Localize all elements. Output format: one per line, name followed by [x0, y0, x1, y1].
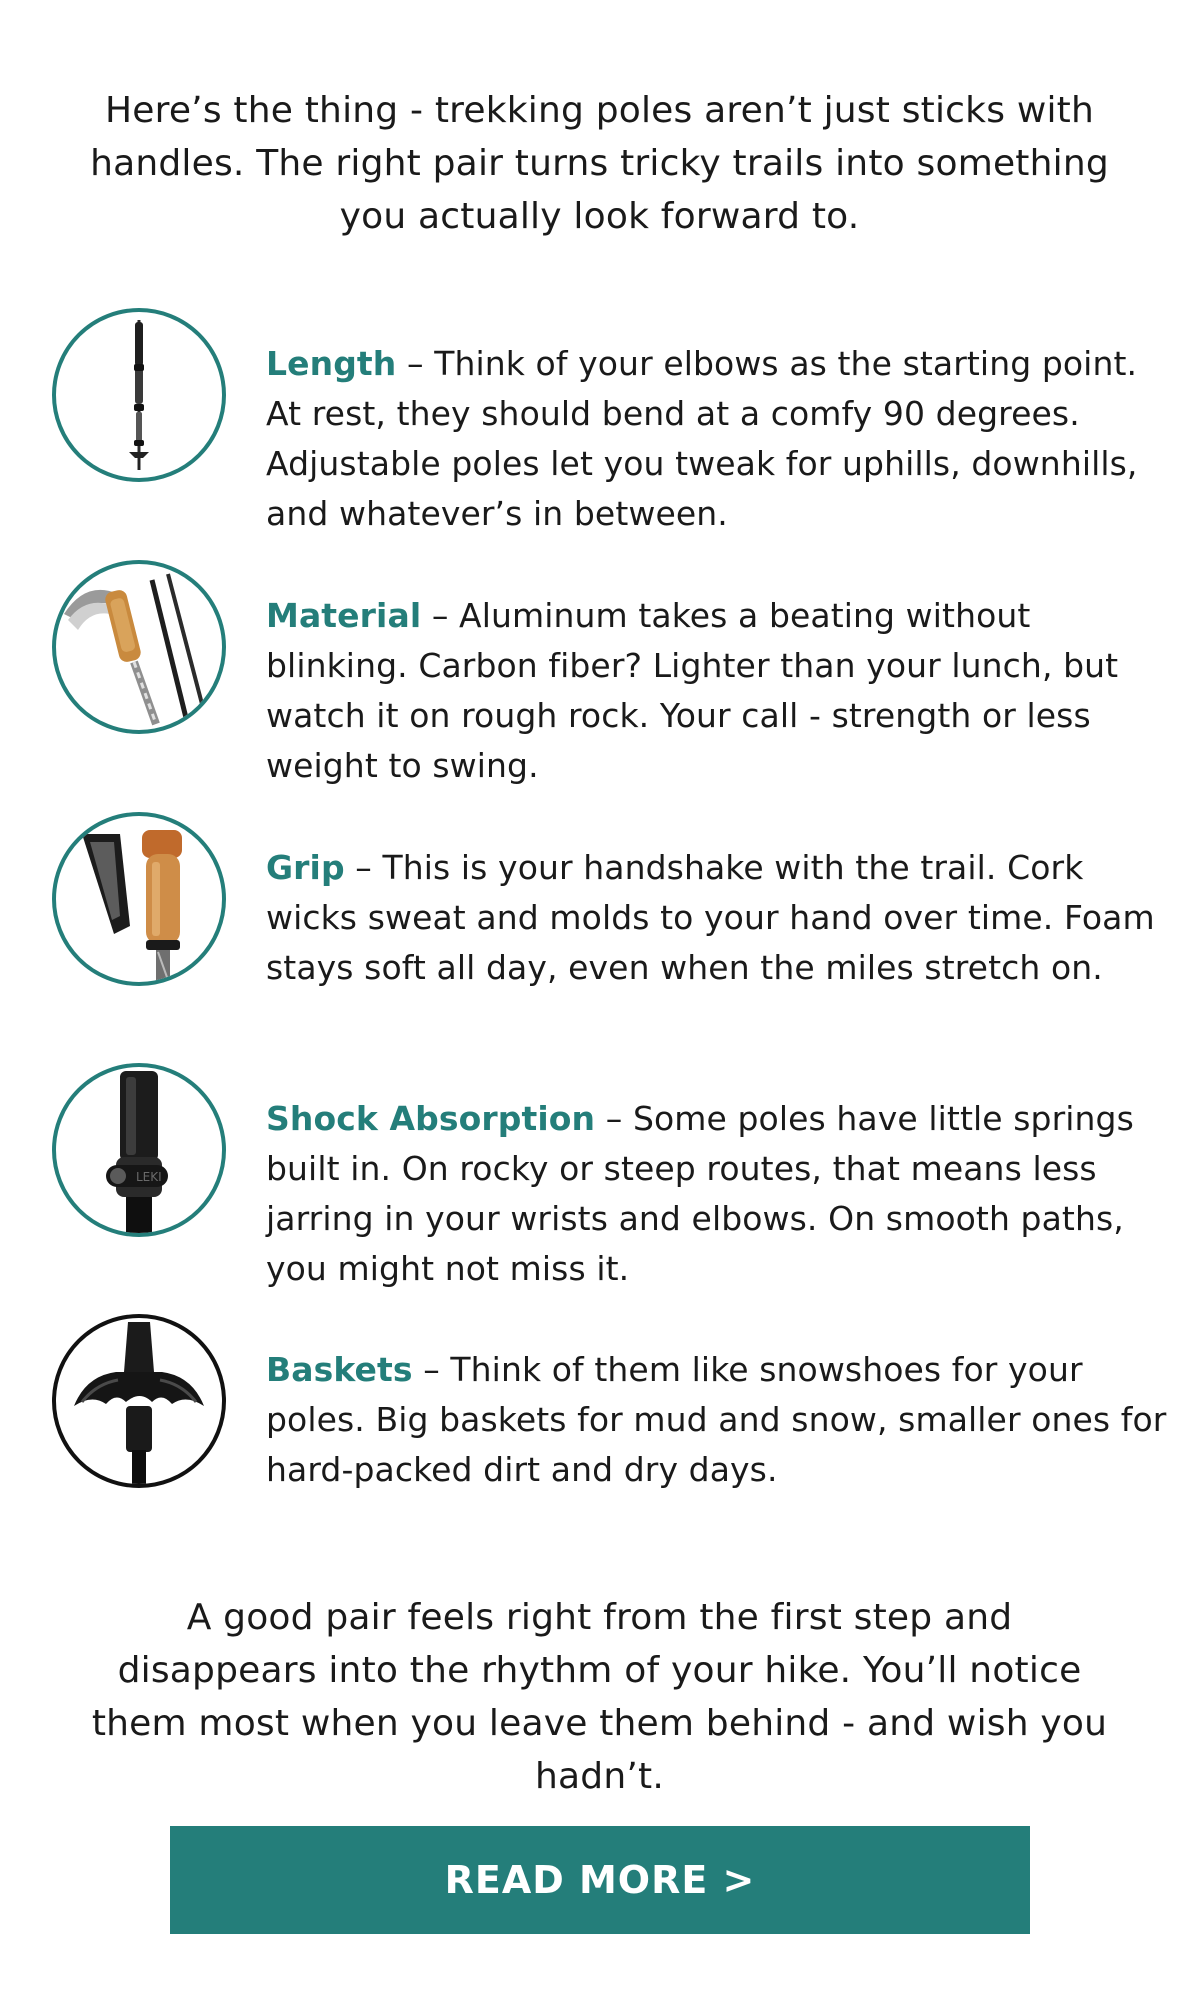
- read-more-button[interactable]: READ MORE >: [170, 1826, 1030, 1934]
- feature-separator: –: [344, 848, 383, 887]
- feature-separator: –: [396, 344, 435, 383]
- feature-separator: –: [412, 1350, 451, 1389]
- cork-grip-icon: [52, 812, 226, 986]
- feature-separator: –: [595, 1099, 633, 1138]
- shock-lock-icon: [52, 1063, 226, 1237]
- feature-separator: –: [421, 596, 460, 635]
- feature-title-grip: Grip: [266, 848, 345, 887]
- pole-material-icon: [52, 560, 226, 734]
- feature-body-length: Think of your elbows as the starting point. At rest, they should bend at a comfy 90 degrees. Adjustable poles let you tweak for uphills, downhills, and whatever’s in between.: [266, 344, 1138, 533]
- outro-text: A good pair feels right from the first step and disappears into the rhythm of your hike. You’ll notice them most when you leave them behind - and wish you hadn’t.: [91, 1597, 1108, 1797]
- pole-length-icon: [52, 308, 226, 482]
- feature-text-grip: [266, 843, 1171, 993]
- feature-body-material: Aluminum takes a beating without blinking. Carbon fiber? Lighter than your lunch, but watch it on rough rock. Your call - strength or less weight to swing.: [266, 596, 1119, 785]
- feature-body-shock-absorption: Some poles have little springs built in. On rocky or steep routes, that means less jarring in your wrists and elbows. On smooth paths, you might not miss it.: [266, 1099, 1134, 1288]
- intro-text: Here’s the thing - trekking poles aren’t just sticks with handles. The right pair turns tricky trails into something you actually look forward to.: [90, 90, 1109, 237]
- feature-text-material: [266, 591, 1171, 791]
- feature-title-shock-absorption: Shock Absorption: [266, 1099, 596, 1138]
- feature-body-baskets: Think of them like snowshoes for your poles. Big baskets for mud and snow, smaller ones for hard-packed dirt and dry days.: [266, 1350, 1167, 1489]
- feature-title-length: Length: [266, 344, 397, 383]
- feature-title-baskets: Baskets: [266, 1350, 413, 1389]
- svg-text:LEKI: LEKI: [136, 1170, 162, 1184]
- feature-title-material: Material: [266, 596, 422, 635]
- feature-body-grip: This is your handshake with the trail. Cork wicks sweat and molds to your hand over time. Foam stays soft all day, even when the miles stretch on.: [266, 848, 1155, 987]
- feature-text-baskets: [266, 1345, 1171, 1495]
- pole-basket-icon: [52, 1314, 226, 1488]
- feature-text-shock-absorption: [266, 1094, 1171, 1294]
- feature-text-length: [266, 339, 1171, 539]
